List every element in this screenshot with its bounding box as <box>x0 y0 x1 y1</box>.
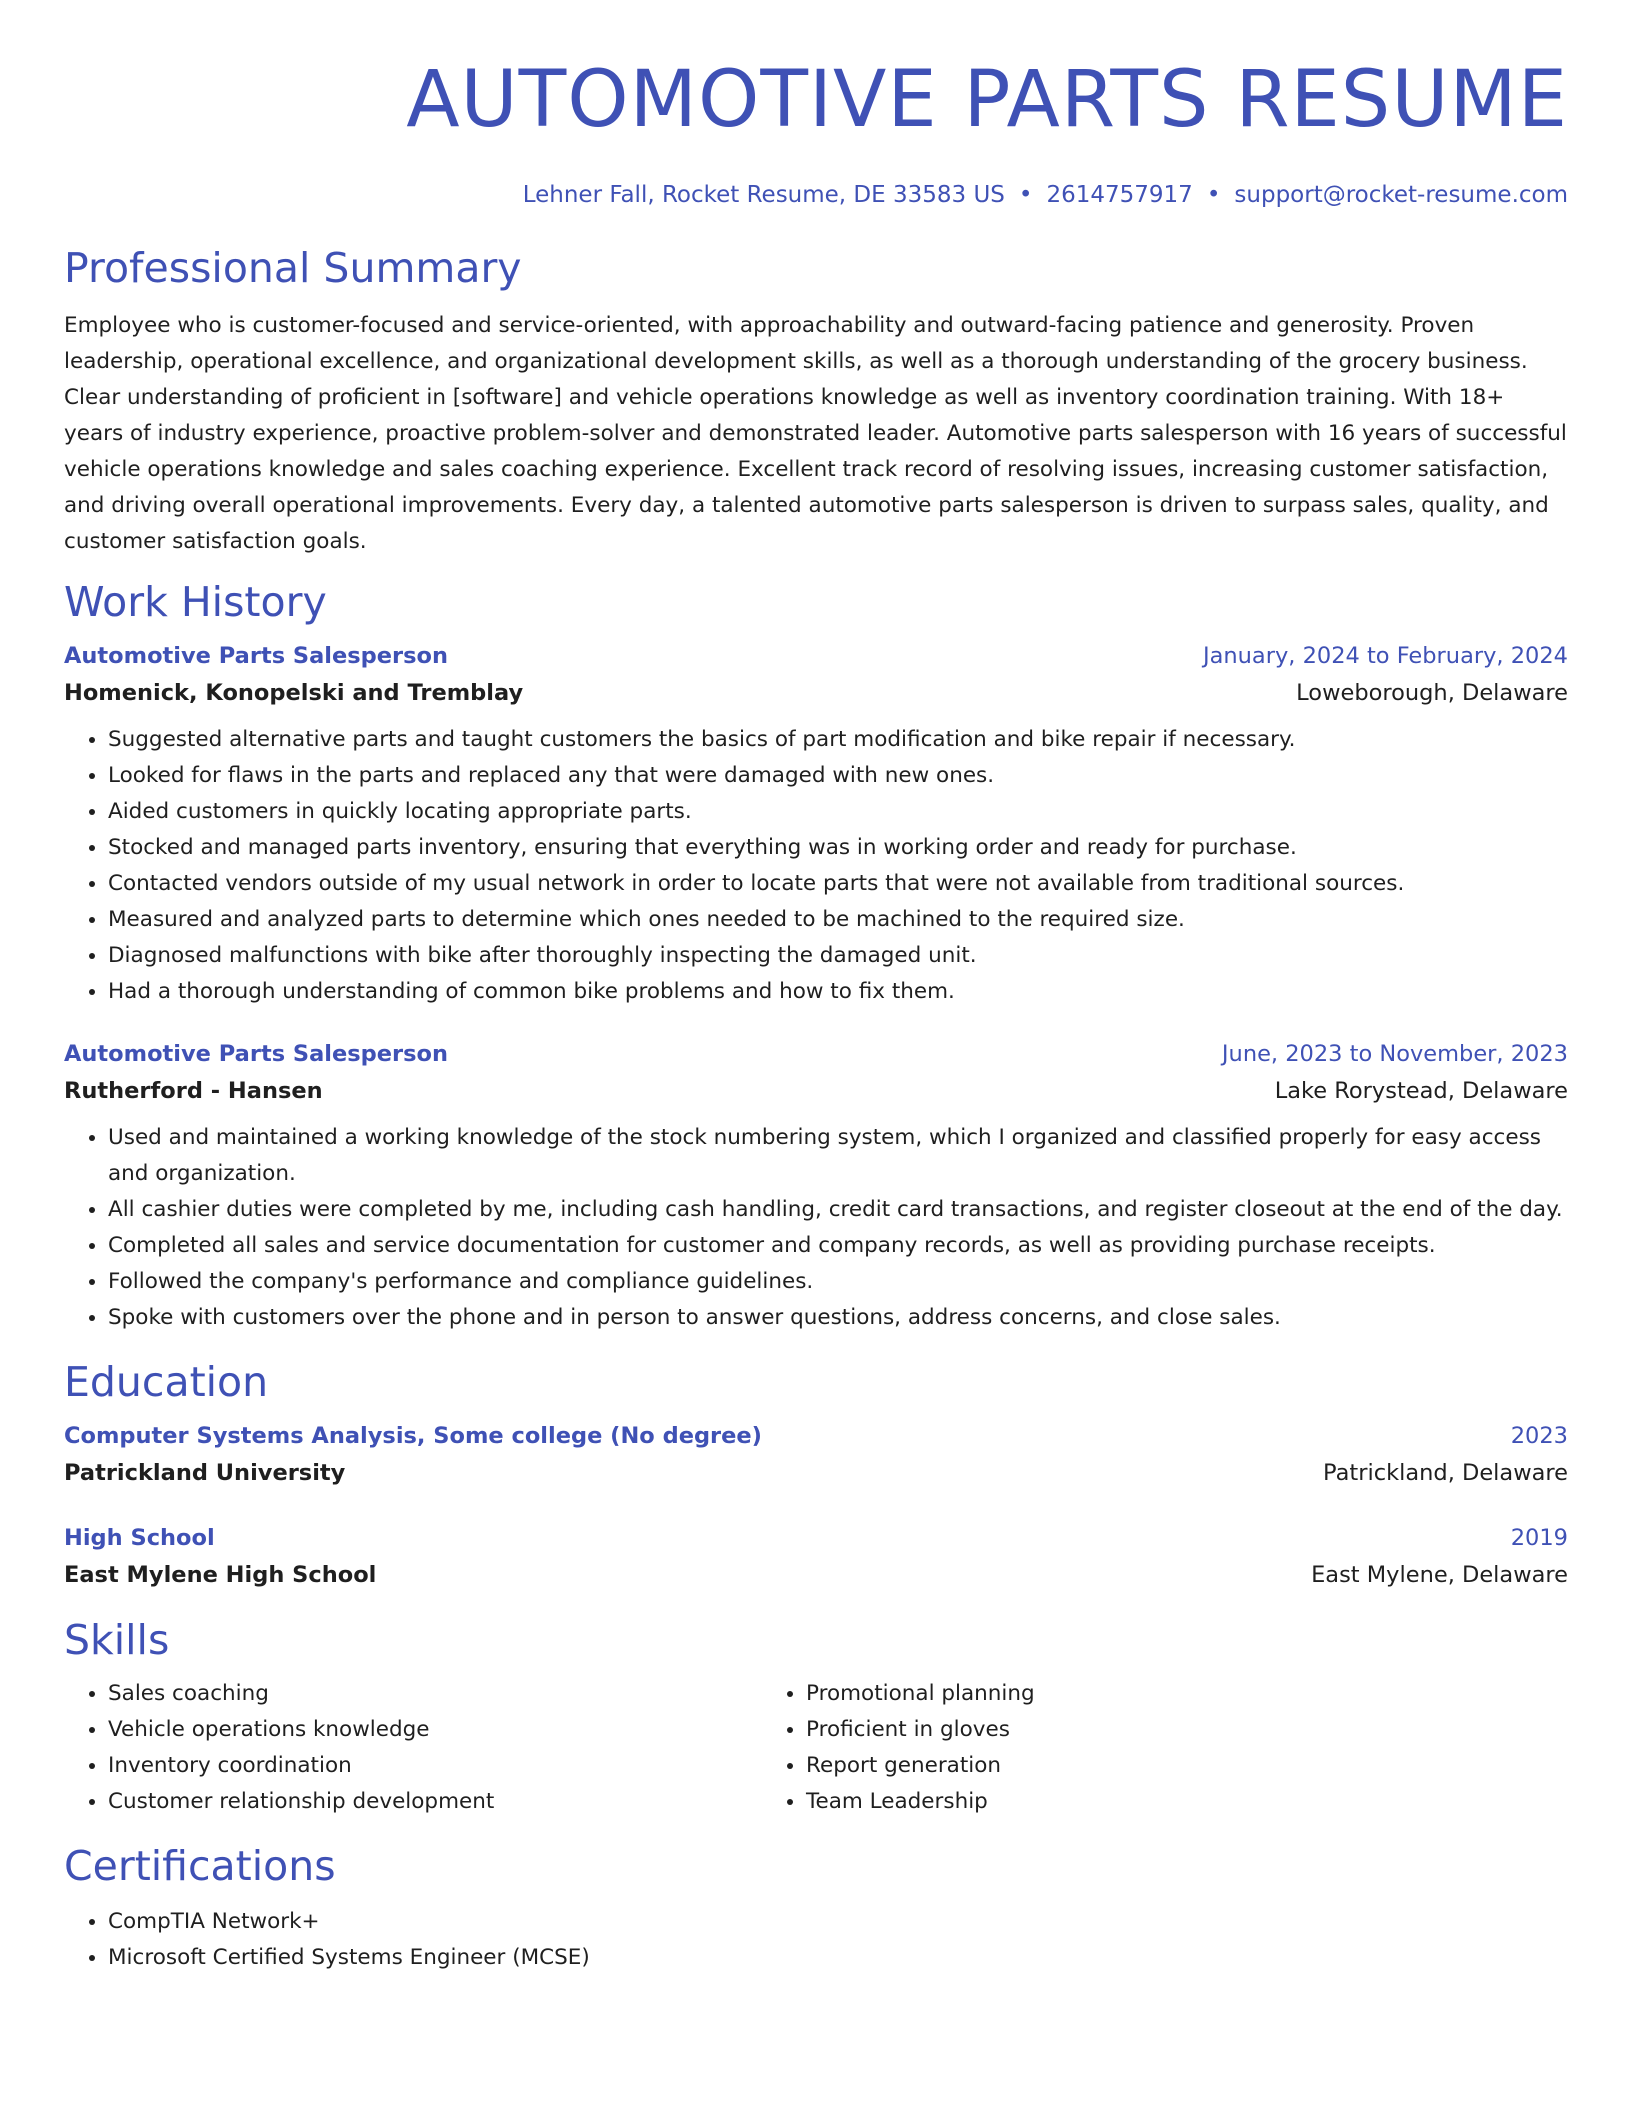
job-bullet: • Suggested alternative parts and taught customers the basics of part modification and bike repair if necessary. <box>108 722 1568 758</box>
job-header-row <box>64 1036 1568 1072</box>
education-entry <box>64 1418 1568 1492</box>
skill-item: • Promotional planning <box>806 1676 1035 1712</box>
job-bullet: • All cashier duties were completed by me, including cash handling, credit card transactions, and register closeout at the end of the day. <box>108 1192 1568 1228</box>
job-bullet: • Contacted vendors outside of my usual network in order to locate parts that were not available from traditional sources. <box>108 866 1568 902</box>
job-bullet: • Stocked and managed parts inventory, ensuring that everything was in working order and ready for purchase. <box>108 830 1568 866</box>
job-bullets <box>64 1120 1568 1336</box>
job-dates: January, 2024 to February, 2024 <box>1202 643 1568 669</box>
certification-item: • Microsoft Certified Systems Engineer (MCSE) <box>108 1940 1568 1976</box>
job-bullet: • Completed all sales and service documentation for customer and company records, as well as providing purchase receipts. <box>108 1228 1568 1264</box>
education-degree: Computer Systems Analysis, Some college (No degree) <box>64 1423 762 1449</box>
job-bullet: • Aided customers in quickly locating appropriate parts. <box>108 794 1568 830</box>
contact-email: support@rocket-resume.com <box>1234 182 1568 208</box>
job-employer: Homenick, Konopelski and Tremblay <box>64 680 524 706</box>
education-school: East Mylene High School <box>64 1562 377 1588</box>
education-degree: High School <box>64 1525 215 1551</box>
certifications-heading: Certifications <box>64 1842 336 1890</box>
job-role: Automotive Parts Salesperson <box>64 643 449 669</box>
job-entry <box>64 638 1568 1010</box>
job-bullet: • Spoke with customers over the phone and in person to answer questions, address concerns, and close sales. <box>108 1300 1568 1336</box>
job-bullet: • Had a thorough understanding of common bike problems and how to fix them. <box>108 974 1568 1010</box>
skill-item: • Team Leadership <box>806 1784 1035 1820</box>
skill-item: • Proficient in gloves <box>806 1712 1035 1748</box>
skills-column-right <box>762 1676 1035 1820</box>
education-school: Patrickland University <box>64 1460 346 1486</box>
work-history-heading: Work History <box>64 578 327 626</box>
job-bullet: • Followed the company's performance and compliance guidelines. <box>108 1264 1568 1300</box>
education-heading: Education <box>64 1358 269 1406</box>
contact-line <box>64 180 1568 210</box>
certifications-list <box>64 1904 1568 1976</box>
job-dates: June, 2023 to November, 2023 <box>1221 1041 1568 1067</box>
job-header-row <box>64 638 1568 674</box>
education-location: East Mylene, Delaware <box>1311 1562 1568 1588</box>
skills-list-right <box>762 1676 1035 1820</box>
skill-item: • Inventory coordination <box>108 1748 762 1784</box>
contact-separator: • <box>1018 182 1033 208</box>
job-employer-row <box>64 1072 1568 1110</box>
education-header-row <box>64 1418 1568 1454</box>
education-school-row <box>64 1556 1568 1594</box>
certification-item: • CompTIA Network+ <box>108 1904 1568 1940</box>
skill-item: • Sales coaching <box>108 1676 762 1712</box>
education-school-row <box>64 1454 1568 1492</box>
skills-list-left <box>64 1676 762 1820</box>
skill-item: • Vehicle operations knowledge <box>108 1712 762 1748</box>
contact-address: Lehner Fall, Rocket Resume, DE 33583 US <box>522 182 1005 208</box>
summary-text: Employee who is customer-focused and service-oriented, with approachability and outward-facing patience and generosity. Proven leadership, operational excellence, and organizational development skills, as well as a thorough understanding of the grocery business. Clear understanding of proficient in [software] and vehicle operations knowledge as well as inventory coordination training. With 18+ years of industry experience, proactive problem-solver and demonstrated leader. Automotive parts salesperson with 16 years of successful vehicle operations knowledge and sales coaching experience. Excellent track record of resolving issues, increasing customer satisfaction, and driving overall operational improvements. Every day, a talented automotive parts salesperson is driven to surpass sales, quality, and customer satisfaction goals. <box>64 313 1567 554</box>
contact-phone: 2614757917 <box>1046 182 1193 208</box>
skills-column-left <box>64 1676 762 1820</box>
job-entry <box>64 1036 1568 1336</box>
job-bullet: • Looked for flaws in the parts and replaced any that were damaged with new ones. <box>108 758 1568 794</box>
job-bullet: • Measured and analyzed parts to determine which ones needed to be machined to the required size. <box>108 902 1568 938</box>
skill-item: • Customer relationship development <box>108 1784 762 1820</box>
job-employer: Rutherford - Hansen <box>64 1078 323 1104</box>
summary-heading: Professional Summary <box>64 244 522 292</box>
education-header-row <box>64 1520 1568 1556</box>
education-year: 2023 <box>1510 1423 1568 1449</box>
job-role: Automotive Parts Salesperson <box>64 1041 449 1067</box>
education-year: 2019 <box>1510 1525 1568 1551</box>
skill-item: • Report generation <box>806 1748 1035 1784</box>
education-entry <box>64 1520 1568 1594</box>
job-location: Loweborough, Delaware <box>1296 680 1568 706</box>
skills-columns <box>64 1676 1568 1820</box>
resume-title: AUTOMOTIVE PARTS RESUME <box>406 55 1568 145</box>
contact-separator: • <box>1206 182 1221 208</box>
job-bullets <box>64 722 1568 1010</box>
job-location: Lake Rorystead, Delaware <box>1274 1078 1568 1104</box>
job-bullet: • Used and maintained a working knowledge of the stock numbering system, which I organized and classified properly for easy access and organization. <box>108 1120 1568 1192</box>
job-bullet: • Diagnosed malfunctions with bike after thoroughly inspecting the damaged unit. <box>108 938 1568 974</box>
job-employer-row <box>64 674 1568 712</box>
skills-heading: Skills <box>64 1616 170 1664</box>
education-location: Patrickland, Delaware <box>1323 1460 1568 1486</box>
